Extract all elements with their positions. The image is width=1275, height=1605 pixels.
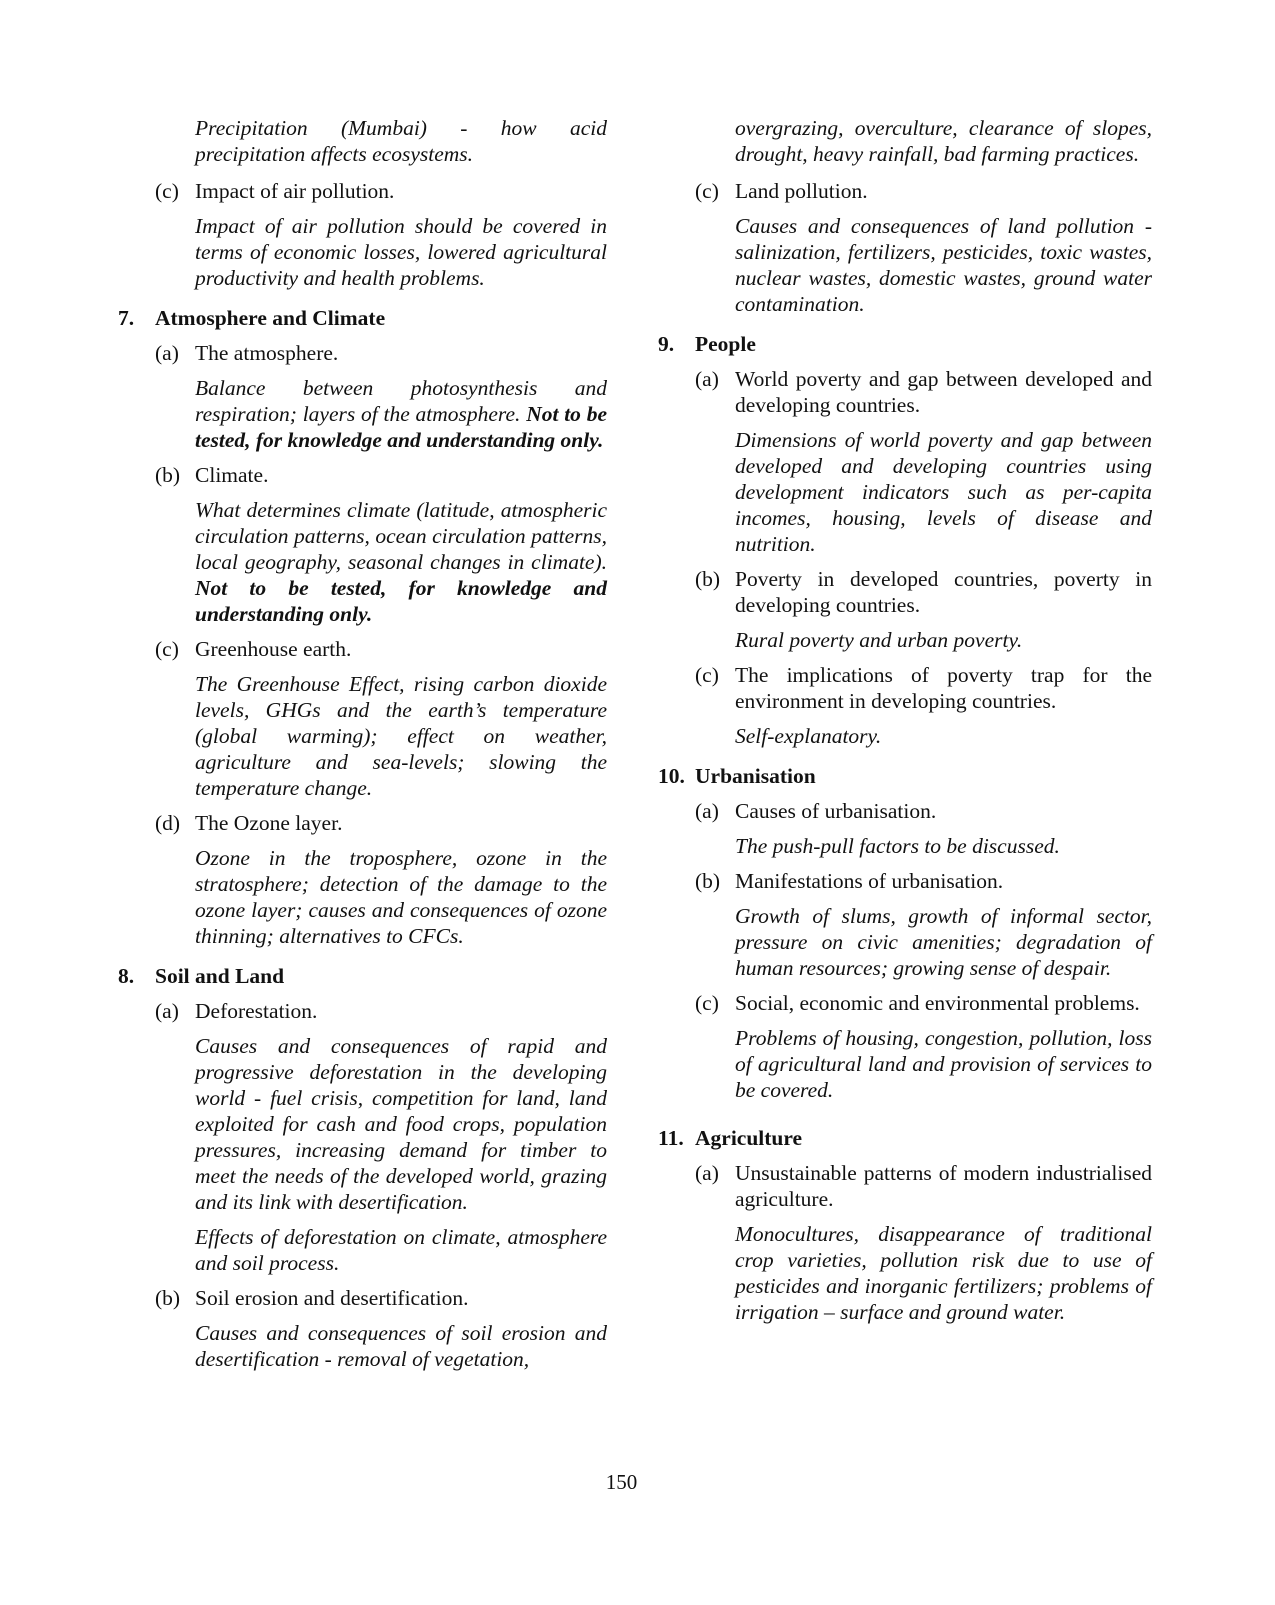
subsection-description: Problems of housing, congestion, pollution, loss of agricultural land and provision of services to be covered. xyxy=(735,1026,1152,1102)
section-heading-urbanisation xyxy=(658,763,1152,789)
subsection-label: (b) xyxy=(695,567,721,591)
subsection-air-pollution xyxy=(155,178,607,204)
section-number: 9. xyxy=(658,332,675,356)
subsection-label: (c) xyxy=(695,179,719,203)
section-title: Soil and Land xyxy=(155,964,285,988)
subsection-title: Soil erosion and desertification. xyxy=(195,1286,469,1310)
section-title: People xyxy=(695,332,756,356)
subsection-description: Impact of air pollution should be covered in terms of economic losses, lowered agricultural productivity and health problems. xyxy=(195,214,607,290)
subsection-label: (c) xyxy=(155,179,179,203)
section-heading-atmosphere xyxy=(118,305,607,331)
subsection-title: The implications of poverty trap for the environment in developing countries. xyxy=(735,663,1152,713)
page-number: 150 xyxy=(605,1470,638,1494)
subsection-description: Monocultures, disappearance of traditional crop varieties, pollution risk due to use of pesticides and inorganic fertilizers; problems of irrigation – surface and ground water. xyxy=(735,1222,1152,1324)
subsection-title: Climate. xyxy=(195,463,269,487)
assessment-note: Not to be tested, for knowledge and understanding only. xyxy=(195,576,607,626)
subsection-title: Impact of air pollution. xyxy=(195,179,395,203)
subsection-label: (c) xyxy=(695,663,719,687)
subsection-title: Poverty in developed countries, poverty in developing countries. xyxy=(735,567,1152,617)
section-number: 8. xyxy=(118,964,135,988)
subsection-agriculture-patterns xyxy=(695,1160,1152,1212)
subsection-land-pollution xyxy=(695,178,1152,204)
subsection-label: (a) xyxy=(695,367,719,391)
subsection-description: Causes and consequences of rapid and progressive deforestation in the developing world - fuel crisis, competition for land, land exploited for cash and food crops, population pressures, increasing demand for timber to meet the needs of the developed world, grazing and its link with desertification. xyxy=(195,1034,607,1214)
assessment-note: Not to be tested, for knowledge and understanding only. xyxy=(195,402,607,452)
subsection-description xyxy=(195,497,607,627)
section-title: Urbanisation xyxy=(695,764,816,788)
subsection-description: Rural poverty and urban poverty. xyxy=(735,628,1023,652)
right-column xyxy=(658,115,1152,1325)
subsection-deforestation xyxy=(155,998,607,1024)
subsection-title: Land pollution. xyxy=(735,179,868,203)
section-title: Atmosphere and Climate xyxy=(155,306,386,330)
subsection-greenhouse xyxy=(155,636,607,662)
section-heading-people xyxy=(658,331,1152,357)
subsection-atmosphere xyxy=(155,340,607,366)
subsection-title: Manifestations of urbanisation. xyxy=(735,869,1004,893)
subsection-title: Causes of urbanisation. xyxy=(735,799,937,823)
section-title: Agriculture xyxy=(695,1126,803,1150)
subsection-world-poverty xyxy=(695,366,1152,418)
left-column xyxy=(118,115,607,1372)
subsection-title: Social, economic and environmental problems. xyxy=(735,991,1140,1015)
subsection-description: Growth of slums, growth of informal sector, pressure on civic amenities; degradation of human resources; growing sense of despair. xyxy=(735,904,1152,980)
subsection-title: The atmosphere. xyxy=(195,341,339,365)
subsection-description: Causes and consequences of soil erosion and desertification - removal of vegetation, xyxy=(195,1321,607,1371)
subsection-label: (a) xyxy=(695,1161,719,1185)
subsection-poverty-countries xyxy=(695,566,1152,618)
subsection-title: Unsustainable patterns of modern industrialised agriculture. xyxy=(735,1161,1152,1211)
subsection-label: (a) xyxy=(695,799,719,823)
subsection-description: Ozone in the troposphere, ozone in the stratosphere; detection of the damage to the ozone layer; causes and consequences of ozone thinning; alternatives to CFCs. xyxy=(195,846,607,948)
description-text: Balance between photosynthesis and respiration; layers of the atmosphere. xyxy=(195,376,607,426)
subsection-title: Greenhouse earth. xyxy=(195,637,352,661)
subsection-urbanisation-problems xyxy=(695,990,1152,1016)
subsection-title: Deforestation. xyxy=(195,999,318,1023)
subsection-label: (c) xyxy=(155,637,179,661)
subsection-urbanisation-manifestations xyxy=(695,868,1152,894)
subsection-label: (b) xyxy=(155,1286,181,1310)
subsection-soil-erosion xyxy=(155,1285,607,1311)
continued-text: overgrazing, overculture, clearance of slopes, drought, heavy rainfall, bad farming practices. xyxy=(735,116,1152,166)
subsection-poverty-trap xyxy=(695,662,1152,714)
subsection-description: Causes and consequences of land pollution - salinization, fertilizers, pesticides, toxic wastes, nuclear wastes, domestic wastes, ground water contamination. xyxy=(735,214,1152,316)
subsection-description xyxy=(195,375,607,453)
section-heading-soil xyxy=(118,963,607,989)
section-heading-agriculture xyxy=(658,1125,1152,1151)
subsection-urbanisation-causes xyxy=(695,798,1152,824)
subsection-title: World poverty and gap between developed and developing countries. xyxy=(735,367,1152,417)
continued-text: Precipitation (Mumbai) - how acid precipitation affects ecosystems. xyxy=(195,116,607,166)
subsection-ozone xyxy=(155,810,607,836)
subsection-label: (b) xyxy=(155,463,181,487)
description-text: What determines climate (latitude, atmospheric circulation patterns, ocean circulation patterns, local geography, seasonal changes in climate). xyxy=(195,498,607,574)
subsection-label: (c) xyxy=(695,991,719,1015)
subsection-description: The push-pull factors to be discussed. xyxy=(735,834,1060,858)
subsection-label: (a) xyxy=(155,341,179,365)
subsection-description: Self-explanatory. xyxy=(735,724,882,748)
subsection-label: (d) xyxy=(155,811,181,835)
subsection-label: (b) xyxy=(695,869,721,893)
subsection-title: The Ozone layer. xyxy=(195,811,343,835)
section-number: 7. xyxy=(118,306,135,330)
subsection-label: (a) xyxy=(155,999,179,1023)
subsection-description: The Greenhouse Effect, rising carbon dioxide levels, GHGs and the earth’s temperature (global warming); effect on weather, agriculture and sea-levels; slowing the temperature change. xyxy=(195,672,607,800)
subsection-description: Dimensions of world poverty and gap between developed and developing countries using development indicators such as per-capita incomes, housing, levels of disease and nutrition. xyxy=(735,428,1152,556)
section-number: 10. xyxy=(658,764,685,788)
subsection-climate xyxy=(155,462,607,488)
subsection-description: Effects of deforestation on climate, atmosphere and soil process. xyxy=(195,1225,607,1275)
section-number: 11. xyxy=(658,1126,684,1150)
